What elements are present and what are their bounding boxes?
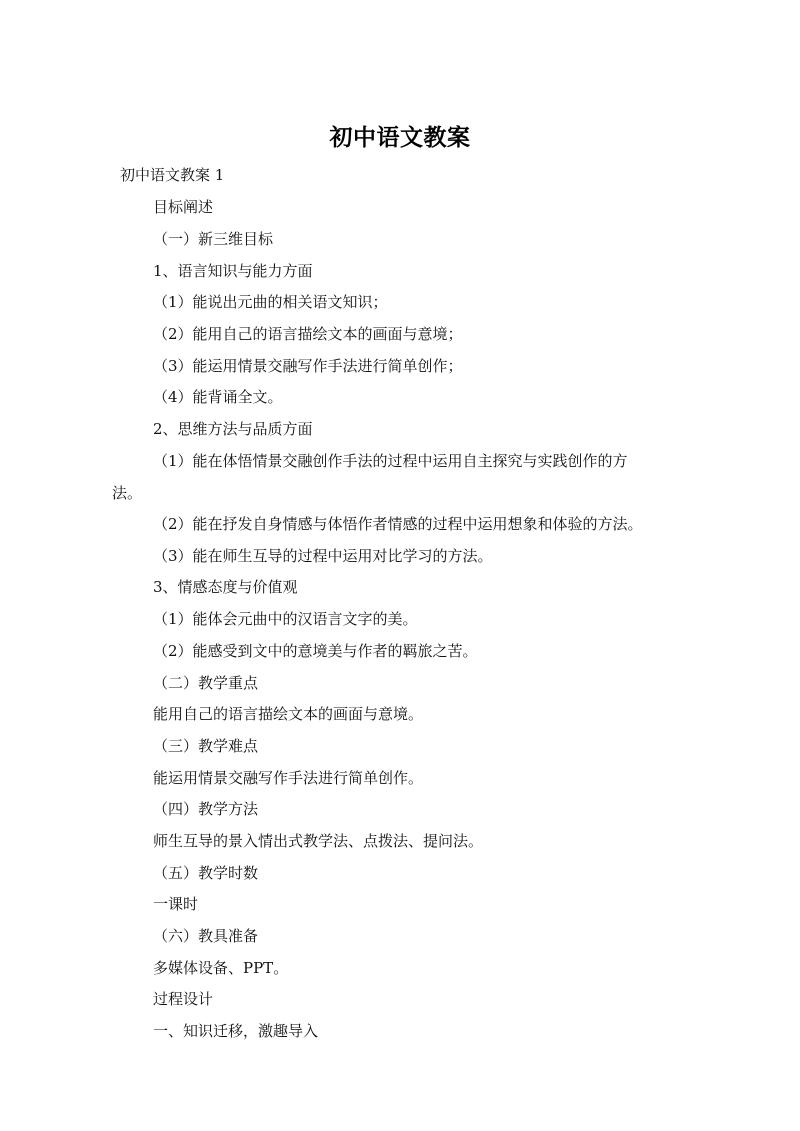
paragraph: 2、思维方法与品质方面 [153,420,313,438]
paragraph: （2）能在抒发自身情感与体悟作者情感的过程中运用想象和体验的方法。 [153,515,643,533]
paragraph: 能用自己的语言描绘文本的画面与意境。 [153,705,424,723]
paragraph: （1）能说出元曲的相关语文知识； [153,293,388,311]
paragraph: （3）能运用情景交融写作手法进行简单创作； [153,357,463,375]
paragraph: （四）教学方法 [153,800,259,818]
paragraph: 法。 [112,484,143,502]
paragraph: 3、情感态度与价值观 [153,578,298,596]
paragraph: 过程设计 [153,990,214,1008]
paragraph: 多媒体设备、PPT。 [153,959,289,977]
paragraph: 一课时 [153,895,199,913]
paragraph: （2）能感受到文中的意境美与作者的羁旅之苦。 [153,642,478,660]
paragraph: （五）教学时数 [153,864,259,882]
paragraph: （2）能用自己的语言描绘文本的画面与意境； [153,325,463,343]
paragraph: （六）教具准备 [153,927,259,945]
section-heading: 初中语文教案 1 [120,166,225,184]
paragraph: （4）能背诵全文。 [153,388,283,406]
document-title: 初中语文教案 [329,125,471,151]
paragraph: （二）教学重点 [153,674,259,692]
paragraph: 师生互导的景入情出式教学法、点拨法、提问法。 [153,832,484,850]
paragraph: （三）教学难点 [153,737,259,755]
paragraph: （1）能在体悟情景交融创作手法的过程中运用自主探究与实践创作的方 [153,452,628,470]
paragraph: 一、知识迁移，激趣导入 [153,1022,319,1040]
paragraph: 目标阐述 [153,198,214,216]
paragraph: 能运用情景交融写作手法进行简单创作。 [153,769,424,787]
paragraph: （一）新三维目标 [153,230,274,248]
paragraph: 1、语言知识与能力方面 [153,262,313,280]
paragraph: （3）能在师生互导的过程中运用对比学习的方法。 [153,547,493,565]
paragraph: （1）能体会元曲中的汉语言文字的美。 [153,610,418,628]
